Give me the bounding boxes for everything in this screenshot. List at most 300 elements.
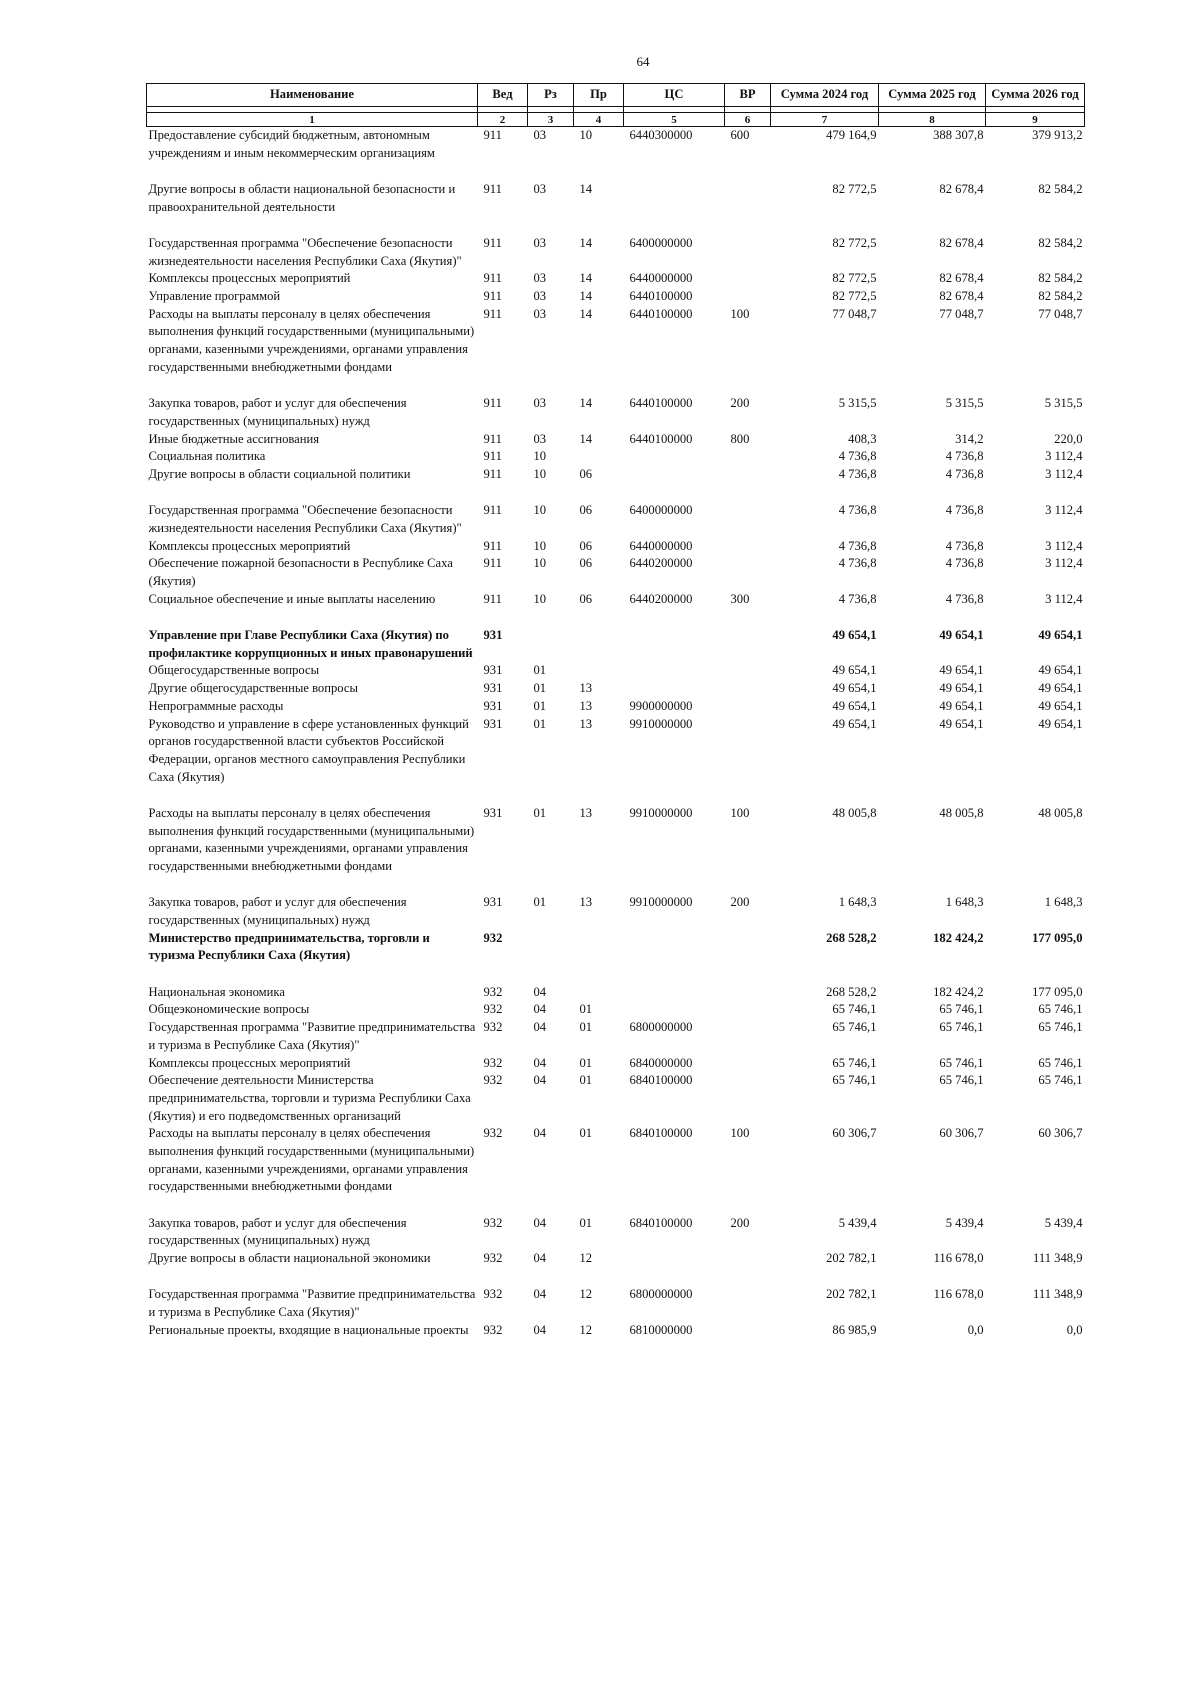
row-cs-cell: 6440200000 bbox=[629, 556, 693, 571]
row-pr-cell bbox=[574, 448, 624, 466]
row-ved-cell: 932 bbox=[483, 1287, 503, 1302]
row-rz-cell: 10 bbox=[533, 538, 547, 553]
row-sum-2024-cell: 49 654,1 bbox=[832, 716, 877, 731]
row-rz-cell: 01 bbox=[533, 663, 547, 678]
row-vr-cell bbox=[725, 555, 771, 590]
row-ved-cell: 931 bbox=[483, 663, 503, 678]
row-cs-cell bbox=[624, 680, 725, 698]
row-sum-2026-cell: 82 584,2 bbox=[1038, 289, 1083, 304]
row-vr-cell bbox=[725, 538, 771, 556]
row-sum-2024-cell: 5 315,5 bbox=[838, 396, 877, 411]
table-row bbox=[147, 127, 1085, 181]
row-pr-cell: 01 bbox=[579, 1126, 593, 1141]
table-row bbox=[147, 1072, 1085, 1125]
row-sum-2026-cell: 77 048,7 bbox=[1038, 306, 1083, 321]
row-sum-2024-cell: 4 736,8 bbox=[838, 591, 877, 606]
row-sum-2024-cell: 5 439,4 bbox=[838, 1215, 877, 1230]
row-sum-2025-cell: 4 736,8 bbox=[945, 538, 984, 553]
row-pr-cell: 01 bbox=[579, 1073, 593, 1088]
row-pr-cell: 01 bbox=[579, 1055, 593, 1070]
row-cs-cell: 6440100000 bbox=[629, 306, 693, 321]
column-number: 1 bbox=[147, 113, 478, 127]
row-rz-cell: 04 bbox=[533, 1055, 547, 1070]
table-row bbox=[147, 591, 1085, 627]
column-number: 7 bbox=[771, 113, 879, 127]
row-rz-cell: 10 bbox=[533, 591, 547, 606]
row-vr-cell bbox=[725, 235, 771, 270]
row-name-cell: Другие общегосударственные вопросы bbox=[148, 681, 358, 696]
row-vr-cell bbox=[725, 930, 771, 984]
row-name-cell: Закупка товаров, работ и услуг для обеспечения государственных (муниципальных) нужд bbox=[148, 1215, 407, 1248]
table-row bbox=[147, 627, 1085, 662]
table-row bbox=[147, 1250, 1085, 1286]
row-ved-cell: 932 bbox=[483, 1251, 503, 1266]
row-sum-2025-cell: 182 424,2 bbox=[933, 930, 984, 945]
column-number: 6 bbox=[725, 113, 771, 127]
row-sum-2026-cell: 3 112,4 bbox=[1045, 538, 1083, 553]
row-pr-cell: 06 bbox=[579, 538, 593, 553]
row-sum-2025-cell: 65 746,1 bbox=[939, 1020, 984, 1035]
row-vr-cell bbox=[725, 288, 771, 306]
row-name-cell: Национальная экономика bbox=[148, 984, 285, 999]
row-vr-cell bbox=[725, 716, 771, 805]
row-cs-cell bbox=[624, 466, 725, 502]
row-pr-cell: 01 bbox=[579, 1002, 593, 1017]
row-pr-cell: 06 bbox=[579, 556, 593, 571]
row-pr-cell: 14 bbox=[579, 431, 593, 446]
row-rz-cell bbox=[528, 627, 574, 662]
row-sum-2024-cell: 4 736,8 bbox=[838, 466, 877, 481]
row-cs-cell: 6440200000 bbox=[629, 591, 693, 606]
row-cs-cell: 9910000000 bbox=[629, 805, 693, 820]
column-number: 5 bbox=[624, 113, 725, 127]
row-sum-2025-cell: 65 746,1 bbox=[939, 1002, 984, 1017]
row-rz-cell: 01 bbox=[533, 895, 547, 910]
row-cs-cell bbox=[624, 1001, 725, 1019]
row-cs-cell bbox=[624, 1250, 725, 1286]
row-sum-2024-cell: 82 772,5 bbox=[832, 235, 877, 250]
table-row bbox=[147, 1125, 1085, 1214]
table-row bbox=[147, 502, 1085, 537]
row-name-cell: Расходы на выплаты персоналу в целях обеспечения выполнения функций государственными (муниципальными) органами, казенными учреждениями, органами управления государственными внебюджетными фондами bbox=[148, 805, 475, 874]
row-sum-2026-cell: 49 654,1 bbox=[1038, 628, 1083, 643]
column-header-ved: Вед bbox=[478, 84, 528, 107]
table-row bbox=[147, 1019, 1085, 1054]
table-row bbox=[147, 395, 1085, 430]
row-sum-2025-cell: 1 648,3 bbox=[945, 895, 984, 910]
row-sum-2024-cell: 49 654,1 bbox=[832, 663, 877, 678]
row-pr-cell: 12 bbox=[579, 1322, 593, 1337]
column-header-sum-2026: Сумма 2026 год bbox=[986, 84, 1085, 107]
row-sum-2025-cell: 314,2 bbox=[955, 431, 984, 446]
row-name-cell: Расходы на выплаты персоналу в целях обеспечения выполнения функций государственными (муниципальными) органами, казенными учреждениями, органами управления государственными внебюджетными фондами bbox=[148, 1126, 475, 1194]
row-cs-cell: 6840100000 bbox=[629, 1073, 693, 1088]
row-cs-cell: 6800000000 bbox=[629, 1020, 693, 1035]
row-sum-2026-cell: 49 654,1 bbox=[1038, 716, 1083, 731]
row-pr-cell: 10 bbox=[579, 128, 593, 142]
row-ved-cell: 932 bbox=[483, 930, 503, 945]
row-vr-cell: 200 bbox=[730, 1215, 750, 1230]
row-rz-cell: 03 bbox=[533, 396, 547, 411]
table-row bbox=[147, 894, 1085, 929]
row-rz-cell: 10 bbox=[533, 449, 547, 464]
row-sum-2024-cell: 77 048,7 bbox=[832, 306, 877, 321]
row-sum-2025-cell: 65 746,1 bbox=[939, 1073, 984, 1088]
row-name-cell: Закупка товаров, работ и услуг для обеспечения государственных (муниципальных) нужд bbox=[148, 895, 407, 928]
row-pr-cell: 12 bbox=[579, 1251, 593, 1266]
header-row bbox=[147, 84, 1085, 107]
row-pr-cell bbox=[574, 627, 624, 662]
row-name-cell: Государственная программа "Развитие предпринимательства и туризма в Республике Саха (Якутия)" bbox=[148, 1020, 476, 1052]
row-sum-2025-cell: 5 315,5 bbox=[945, 396, 984, 411]
row-rz-cell: 03 bbox=[533, 271, 547, 286]
budget-table bbox=[146, 83, 1085, 1340]
row-rz-cell: 03 bbox=[533, 306, 547, 321]
table-row bbox=[147, 448, 1085, 466]
row-pr-cell: 13 bbox=[579, 895, 593, 910]
page-number: 64 bbox=[636, 54, 650, 69]
row-sum-2026-cell: 5 439,4 bbox=[1044, 1215, 1083, 1230]
table-row bbox=[147, 680, 1085, 698]
row-pr-cell: 13 bbox=[579, 716, 593, 731]
row-name-cell: Социальное обеспечение и иные выплаты населению bbox=[148, 591, 436, 606]
row-name-cell: Государственная программа "Развитие предпринимательства и туризма в Республике Саха (Якутия)" bbox=[148, 1287, 476, 1320]
row-sum-2026-cell: 5 315,5 bbox=[1044, 396, 1083, 411]
row-ved-cell: 911 bbox=[483, 289, 502, 304]
column-header-name: Наименование bbox=[147, 84, 478, 107]
row-vr-cell: 200 bbox=[730, 396, 750, 411]
row-pr-cell: 14 bbox=[579, 181, 593, 196]
row-ved-cell: 932 bbox=[483, 984, 503, 999]
column-header-cs: ЦС bbox=[624, 84, 725, 107]
row-ved-cell: 931 bbox=[483, 716, 503, 731]
row-sum-2024-cell: 479 164,9 bbox=[826, 128, 877, 142]
row-ved-cell: 931 bbox=[483, 895, 503, 910]
table-row bbox=[147, 662, 1085, 680]
row-rz-cell: 10 bbox=[533, 556, 547, 571]
row-sum-2026-cell: 65 746,1 bbox=[1038, 1002, 1083, 1017]
row-sum-2025-cell: 77 048,7 bbox=[939, 306, 984, 321]
row-vr-cell bbox=[725, 502, 771, 537]
row-name-cell: Региональные проекты, входящие в национальные проекты bbox=[148, 1322, 469, 1337]
table-row bbox=[147, 1001, 1085, 1019]
row-pr-cell: 01 bbox=[579, 1215, 593, 1230]
row-cs-cell: 6400000000 bbox=[629, 503, 693, 518]
row-sum-2026-cell: 82 584,2 bbox=[1038, 235, 1083, 250]
row-rz-cell bbox=[528, 930, 574, 984]
row-rz-cell: 04 bbox=[533, 1002, 547, 1017]
row-pr-cell: 06 bbox=[579, 466, 593, 481]
row-pr-cell bbox=[574, 662, 624, 680]
row-sum-2024-cell: 4 736,8 bbox=[838, 556, 877, 571]
row-ved-cell: 911 bbox=[483, 128, 502, 142]
column-number-row bbox=[147, 113, 1085, 127]
row-sum-2025-cell: 4 736,8 bbox=[945, 466, 984, 481]
row-rz-cell: 04 bbox=[533, 1215, 547, 1230]
column-number: 2 bbox=[478, 113, 528, 127]
row-pr-cell: 13 bbox=[579, 698, 593, 713]
row-cs-cell: 6440000000 bbox=[629, 538, 693, 553]
row-rz-cell: 04 bbox=[533, 984, 547, 999]
column-header-rz: Рз bbox=[528, 84, 574, 107]
row-sum-2024-cell: 49 654,1 bbox=[832, 681, 877, 696]
row-sum-2025-cell: 182 424,2 bbox=[933, 984, 984, 999]
row-vr-cell: 800 bbox=[730, 431, 750, 446]
column-header-pr: Пр bbox=[574, 84, 624, 107]
row-name-cell: Другие вопросы в области национальной экономики bbox=[148, 1251, 431, 1266]
row-sum-2025-cell: 116 678,0 bbox=[933, 1287, 984, 1302]
row-sum-2026-cell: 0,0 bbox=[1066, 1322, 1083, 1337]
row-sum-2025-cell: 82 678,4 bbox=[939, 289, 984, 304]
row-ved-cell: 911 bbox=[483, 431, 502, 446]
row-sum-2024-cell: 202 782,1 bbox=[826, 1251, 877, 1266]
table-row bbox=[147, 930, 1085, 984]
row-name-cell: Общегосударственные вопросы bbox=[148, 663, 320, 678]
row-name-cell: Комплексы процессных мероприятий bbox=[148, 1055, 351, 1070]
row-pr-cell: 13 bbox=[579, 805, 593, 820]
row-sum-2025-cell: 65 746,1 bbox=[939, 1055, 984, 1070]
row-name-cell: Социальная политика bbox=[148, 449, 266, 464]
row-sum-2024-cell: 1 648,3 bbox=[838, 895, 877, 910]
row-rz-cell: 04 bbox=[533, 1073, 547, 1088]
row-vr-cell bbox=[725, 270, 771, 288]
row-vr-cell bbox=[725, 627, 771, 662]
row-sum-2026-cell: 48 005,8 bbox=[1038, 805, 1083, 820]
row-name-cell: Обеспечение деятельности Министерства предпринимательства, торговли и туризма Республики Саха (Якутия) и его подведомственных организаций bbox=[148, 1073, 471, 1123]
row-vr-cell bbox=[725, 662, 771, 680]
row-cs-cell: 6440000000 bbox=[629, 271, 693, 286]
row-sum-2025-cell: 82 678,4 bbox=[939, 181, 984, 196]
row-cs-cell: 6440100000 bbox=[629, 431, 693, 446]
row-ved-cell: 911 bbox=[483, 271, 502, 286]
row-sum-2024-cell: 82 772,5 bbox=[832, 289, 877, 304]
row-sum-2025-cell: 4 736,8 bbox=[945, 591, 984, 606]
row-sum-2026-cell: 3 112,4 bbox=[1045, 556, 1083, 571]
row-cs-cell: 6810000000 bbox=[629, 1322, 693, 1337]
row-name-cell: Иные бюджетные ассигнования bbox=[148, 431, 320, 446]
table-row bbox=[147, 1055, 1085, 1073]
row-pr-cell: 14 bbox=[579, 235, 593, 250]
row-sum-2026-cell: 49 654,1 bbox=[1038, 663, 1083, 678]
table-row bbox=[147, 288, 1085, 306]
row-cs-cell: 6440300000 bbox=[629, 128, 693, 142]
row-name-cell: Предоставление субсидий бюджетным, автономным учреждениям и иным некоммерческим организациям bbox=[148, 128, 435, 160]
row-sum-2026-cell: 49 654,1 bbox=[1038, 698, 1083, 713]
column-number: 8 bbox=[879, 113, 986, 127]
row-vr-cell bbox=[725, 1001, 771, 1019]
row-sum-2024-cell: 82 772,5 bbox=[832, 181, 877, 196]
row-name-cell: Общеэкономические вопросы bbox=[148, 1002, 310, 1017]
table-row bbox=[147, 698, 1085, 716]
row-ved-cell: 932 bbox=[483, 1322, 503, 1337]
column-number: 3 bbox=[528, 113, 574, 127]
row-cs-cell: 6400000000 bbox=[629, 235, 693, 250]
row-sum-2026-cell: 220,0 bbox=[1054, 431, 1083, 446]
row-vr-cell: 100 bbox=[730, 1126, 750, 1141]
row-cs-cell: 6840100000 bbox=[629, 1215, 693, 1230]
row-rz-cell: 01 bbox=[533, 698, 547, 713]
row-cs-cell: 9910000000 bbox=[629, 716, 693, 731]
row-ved-cell: 931 bbox=[483, 698, 503, 713]
table-row bbox=[147, 1322, 1085, 1340]
row-name-cell: Другие вопросы в области национальной безопасности и правоохранительной деятельности bbox=[148, 181, 456, 214]
row-sum-2024-cell: 49 654,1 bbox=[832, 698, 877, 713]
row-sum-2024-cell: 4 736,8 bbox=[838, 538, 877, 553]
row-sum-2026-cell: 60 306,7 bbox=[1038, 1126, 1083, 1141]
row-sum-2024-cell: 65 746,1 bbox=[832, 1073, 877, 1088]
row-name-cell: Расходы на выплаты персоналу в целях обеспечения выполнения функций государственными (муниципальными) органами, казенными учреждениями, органами управления государственными внебюджетными фондами bbox=[148, 306, 475, 374]
row-vr-cell bbox=[725, 1322, 771, 1340]
row-sum-2024-cell: 48 005,8 bbox=[832, 805, 877, 820]
row-sum-2025-cell: 388 307,8 bbox=[933, 128, 984, 142]
row-sum-2024-cell: 82 772,5 bbox=[832, 271, 877, 286]
row-rz-cell: 04 bbox=[533, 1322, 547, 1337]
row-name-cell: Государственная программа "Обеспечение безопасности жизнедеятельности населения Республики Саха (Якутия)" bbox=[148, 235, 462, 268]
row-cs-cell bbox=[624, 627, 725, 662]
row-name-cell: Министерство предпринимательства, торговли и туризма Республики Саха (Якутия) bbox=[148, 930, 430, 963]
row-cs-cell: 6840100000 bbox=[629, 1126, 693, 1141]
row-ved-cell: 931 bbox=[483, 681, 503, 696]
row-vr-cell bbox=[725, 448, 771, 466]
row-ved-cell: 931 bbox=[483, 628, 503, 643]
row-name-cell: Комплексы процессных мероприятий bbox=[148, 538, 351, 553]
table-row bbox=[147, 1215, 1085, 1250]
row-name-cell: Руководство и управление в сфере установленных функций органов государственной власти субъектов Российской Федерации, органов местного самоуправления Республики Саха (Якутия) bbox=[148, 716, 469, 784]
row-vr-cell bbox=[725, 1250, 771, 1286]
row-sum-2026-cell: 3 112,4 bbox=[1045, 503, 1083, 518]
row-pr-cell: 01 bbox=[579, 1020, 593, 1035]
row-name-cell: Непрограммные расходы bbox=[148, 698, 284, 713]
row-ved-cell: 911 bbox=[483, 466, 502, 481]
row-rz-cell: 03 bbox=[533, 128, 547, 142]
row-sum-2025-cell: 4 736,8 bbox=[945, 556, 984, 571]
row-rz-cell: 01 bbox=[533, 716, 547, 731]
row-sum-2025-cell: 4 736,8 bbox=[945, 449, 984, 464]
row-rz-cell: 04 bbox=[533, 1287, 547, 1302]
column-header-sum-2025: Сумма 2025 год bbox=[879, 84, 986, 107]
row-sum-2026-cell: 49 654,1 bbox=[1038, 681, 1083, 696]
row-pr-cell: 06 bbox=[579, 591, 593, 606]
row-sum-2024-cell: 65 746,1 bbox=[832, 1055, 877, 1070]
row-sum-2025-cell: 5 439,4 bbox=[945, 1215, 984, 1230]
row-ved-cell: 932 bbox=[483, 1020, 503, 1035]
row-rz-cell: 03 bbox=[533, 235, 547, 250]
row-rz-cell: 03 bbox=[533, 289, 547, 304]
row-ved-cell: 932 bbox=[483, 1215, 503, 1230]
row-sum-2024-cell: 86 985,9 bbox=[832, 1322, 877, 1337]
row-pr-cell: 12 bbox=[579, 1287, 593, 1302]
row-sum-2026-cell: 3 112,4 bbox=[1045, 591, 1083, 606]
row-sum-2026-cell: 379 913,2 bbox=[1032, 128, 1083, 142]
row-cs-cell: 9910000000 bbox=[629, 895, 693, 910]
row-sum-2026-cell: 177 095,0 bbox=[1032, 984, 1083, 999]
table-row bbox=[147, 538, 1085, 556]
row-pr-cell: 14 bbox=[579, 289, 593, 304]
column-header-sum-2024: Сумма 2024 год bbox=[771, 84, 879, 107]
row-sum-2026-cell: 177 095,0 bbox=[1032, 930, 1083, 945]
row-ved-cell: 911 bbox=[483, 449, 502, 464]
table-row bbox=[147, 716, 1085, 805]
row-rz-cell: 01 bbox=[533, 681, 547, 696]
row-sum-2025-cell: 4 736,8 bbox=[945, 503, 984, 518]
row-sum-2024-cell: 202 782,1 bbox=[826, 1287, 877, 1302]
row-sum-2024-cell: 268 528,2 bbox=[826, 984, 877, 999]
row-sum-2024-cell: 60 306,7 bbox=[832, 1126, 877, 1141]
row-sum-2024-cell: 4 736,8 bbox=[838, 449, 877, 464]
row-vr-cell bbox=[725, 1072, 771, 1125]
column-number: 4 bbox=[574, 113, 624, 127]
row-sum-2026-cell: 82 584,2 bbox=[1038, 181, 1083, 196]
row-cs-cell: 9900000000 bbox=[629, 698, 693, 713]
row-sum-2026-cell: 65 746,1 bbox=[1038, 1073, 1083, 1088]
row-sum-2024-cell: 4 736,8 bbox=[838, 503, 877, 518]
table-row bbox=[147, 235, 1085, 270]
row-sum-2026-cell: 3 112,4 bbox=[1045, 466, 1083, 481]
row-pr-cell: 14 bbox=[579, 396, 593, 411]
row-name-cell: Другие вопросы в области социальной политики bbox=[148, 466, 411, 481]
row-sum-2024-cell: 49 654,1 bbox=[832, 628, 877, 643]
row-rz-cell: 10 bbox=[533, 503, 547, 518]
row-cs-cell bbox=[624, 448, 725, 466]
row-pr-cell: 14 bbox=[579, 306, 593, 321]
row-sum-2025-cell: 82 678,4 bbox=[939, 271, 984, 286]
row-name-cell: Комплексы процессных мероприятий bbox=[148, 271, 351, 286]
table-row bbox=[147, 805, 1085, 894]
row-pr-cell bbox=[574, 984, 624, 1002]
row-rz-cell: 04 bbox=[533, 1020, 547, 1035]
row-name-cell: Закупка товаров, работ и услуг для обеспечения государственных (муниципальных) нужд bbox=[148, 396, 407, 428]
table-row bbox=[147, 270, 1085, 288]
row-sum-2024-cell: 65 746,1 bbox=[832, 1020, 877, 1035]
row-cs-cell: 6440100000 bbox=[629, 396, 693, 411]
row-ved-cell: 911 bbox=[483, 503, 502, 518]
row-name-cell: Обеспечение пожарной безопасности в Республике Саха (Якутия) bbox=[148, 556, 453, 589]
row-vr-cell: 600 bbox=[730, 128, 750, 142]
column-header-vr: ВР bbox=[725, 84, 771, 107]
row-sum-2025-cell: 49 654,1 bbox=[939, 716, 984, 731]
table-row bbox=[147, 181, 1085, 235]
row-ved-cell: 931 bbox=[483, 805, 503, 820]
row-ved-cell: 911 bbox=[483, 556, 502, 571]
row-sum-2026-cell: 3 112,4 bbox=[1045, 449, 1083, 464]
row-rz-cell: 10 bbox=[533, 466, 547, 481]
row-vr-cell bbox=[725, 698, 771, 716]
row-pr-cell bbox=[574, 930, 624, 984]
row-vr-cell bbox=[725, 1055, 771, 1073]
row-vr-cell bbox=[725, 984, 771, 1002]
row-ved-cell: 932 bbox=[483, 1055, 503, 1070]
row-sum-2026-cell: 65 746,1 bbox=[1038, 1020, 1083, 1035]
row-name-cell: Управление программой bbox=[148, 289, 281, 304]
row-pr-cell: 13 bbox=[579, 681, 593, 696]
row-vr-cell bbox=[725, 466, 771, 502]
row-cs-cell: 6800000000 bbox=[629, 1287, 693, 1302]
row-name-cell: Государственная программа "Обеспечение безопасности жизнедеятельности населения Республики Саха (Якутия)" bbox=[148, 503, 462, 535]
row-ved-cell: 932 bbox=[483, 1126, 503, 1141]
row-cs-cell bbox=[624, 984, 725, 1002]
row-sum-2025-cell: 48 005,8 bbox=[939, 805, 984, 820]
row-vr-cell: 100 bbox=[730, 306, 750, 321]
row-rz-cell: 04 bbox=[533, 1251, 547, 1266]
row-sum-2025-cell: 0,0 bbox=[967, 1322, 984, 1337]
row-pr-cell: 06 bbox=[579, 503, 593, 518]
table-row bbox=[147, 466, 1085, 502]
column-number: 9 bbox=[986, 113, 1085, 127]
row-vr-cell bbox=[725, 680, 771, 698]
table-body bbox=[147, 127, 1085, 1340]
row-cs-cell: 6440100000 bbox=[629, 289, 693, 304]
row-ved-cell: 911 bbox=[483, 181, 502, 196]
